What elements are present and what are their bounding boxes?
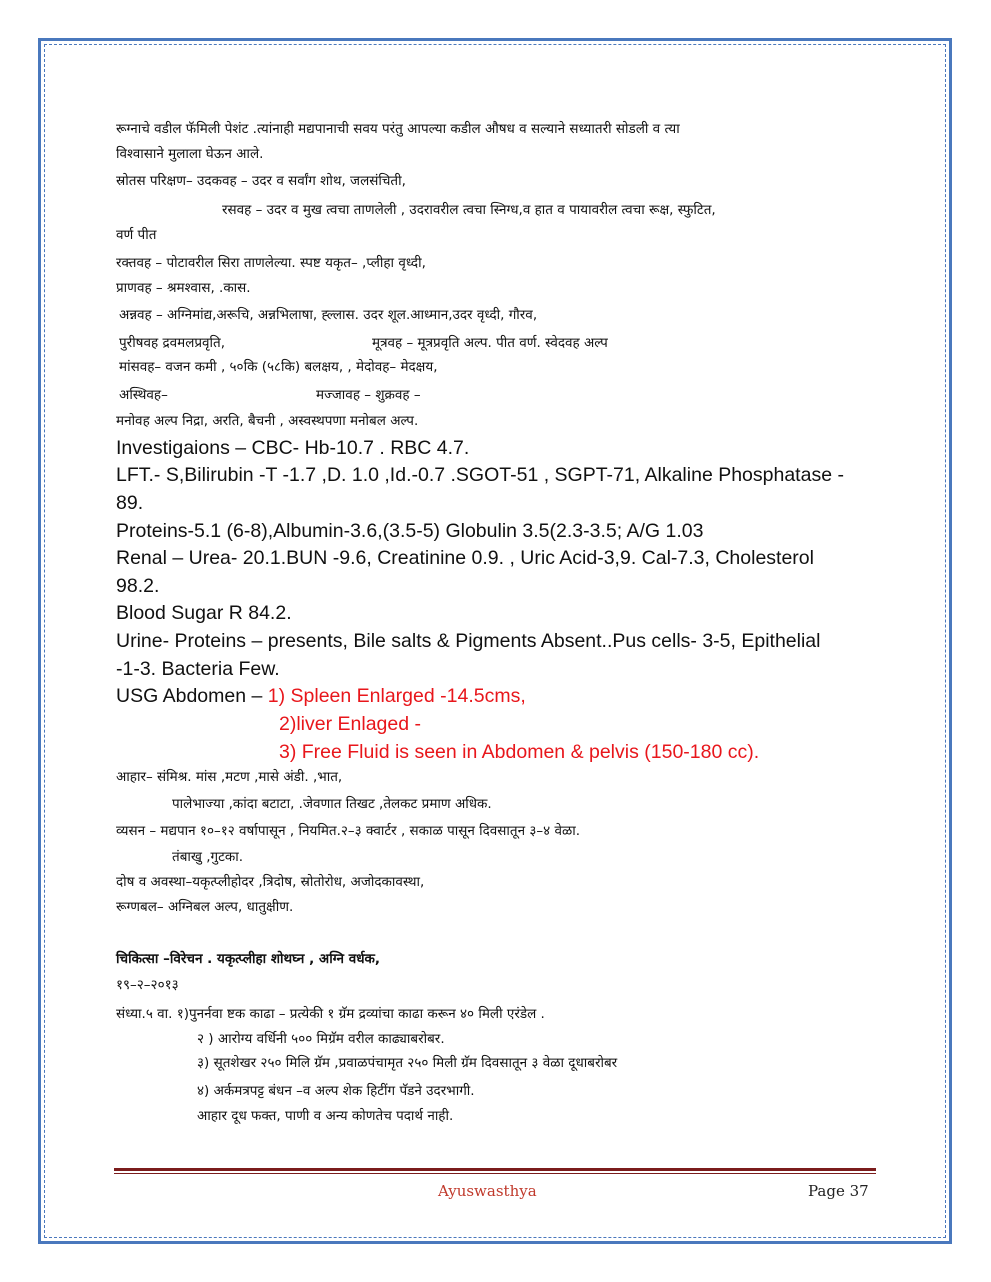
investigation-urine: Urine- Proteins – presents, Bile salts & Pigments Absent..Pus cells- 3-5, Epithelial: [116, 630, 821, 652]
investigation-blood-sugar: Blood Sugar R 84.2.: [116, 602, 292, 624]
srotas-udakavaha: स्रोतस परिक्षण– उदकवह – उदर व सर्वांग शोथ, जलसंचिती,: [116, 173, 406, 189]
addiction-line-1: व्यसन – मद्यपान १०–१२ वर्षापासून , नियमित.२–३ क्वार्टर , सकाळ पासून दिवसातून ३–४ वेळा.: [116, 823, 581, 839]
srotas-rasavaha: रसवह – उदर व मुख त्वचा ताणलेली , उदरावरील त्वचा स्निग्ध,व हात व पायावरील त्वचा रूक्ष, स्फुटित,: [222, 202, 716, 218]
investigation-lft: LFT.- S,Bilirubin -T -1.7 ,D. 1.0 ,Id.-0.7 .SGOT-51 , SGPT-71, Alkaline Phosphatase -: [116, 464, 844, 486]
page-number: Page 37: [808, 1182, 869, 1200]
investigation-lft-cont: 89.: [116, 492, 144, 514]
srotas-pranavaha: प्राणवह – श्रमश्वास, .कास.: [116, 280, 251, 296]
investigation-urine-cont: -1-3. Bacteria Few.: [116, 658, 280, 680]
srotas-purishavaha: पुरीषवह द्रवमलप्रवृति,: [119, 335, 226, 351]
treatment-heading: चिकित्सा –विरेचन . यकृत्प्लीहा शोथघ्न , अग्नि वर्धक,: [116, 951, 381, 967]
treatment-item-1: संध्या.५ वा. १)पुनर्नवा ष्टक काढा – प्रत्येकी १ ग्रॅम द्रव्यांचा काढा करून ४० मिली एरंडेल .: [116, 1006, 545, 1022]
addiction-line-2: तंबाखु ,गुटका.: [172, 849, 244, 865]
investigation-proteins: Proteins-5.1 (6-8),Albumin-3.6,(3.5-5) Globulin 3.5(2.3-3.5; A/G 1.03: [116, 520, 704, 542]
srotas-mutravaha: मूत्रवह – मूत्रप्रवृति अल्प. पीत वर्ण. स्वेदवह अल्प: [372, 335, 608, 351]
srotas-mamsavaha: मांसवह– वजन कमी , ५०कि (५८कि) बलक्षय, , मेदोवह– मेदक्षय,: [119, 359, 438, 375]
diet-line-1: आहार– संमिश्र. मांस ,मटण ,मासे अंडी. ,भात,: [116, 769, 343, 785]
rugna-bala: रूग्णबल– अग्निबल अल्प, धातुक्षीण.: [116, 899, 294, 915]
treatment-item-3: ३) सूतशेखर २५० मिलि ग्रॅम ,प्रवाळपंचामृत २५० मिली ग्रॅम दिवसातून ३ वेळा दूधाबरोबर: [197, 1055, 618, 1071]
investigation-renal: Renal – Urea- 20.1.BUN -9.6, Creatinine 0.9. , Uric Acid-3,9. Cal-7.3, Cholesterol: [116, 547, 814, 569]
dosha-avastha: दोष व अवस्था–यकृत्प्लीहोदर ,त्रिदोष, स्रोतोरोध, अजोदकावस्था,: [116, 874, 425, 890]
footer-brand: Ayuswasthya: [438, 1182, 537, 1200]
treatment-item-2: २ ) आरोग्य वर्धिनी ५०० मिग्रॅम वरील काढ्याबरोबर.: [197, 1031, 445, 1047]
usg-finding-1: 1) Spleen Enlarged -14.5cms,: [267, 685, 526, 707]
footer-rule: [114, 1168, 876, 1171]
treatment-item-4: ४) अर्कमत्रपट्ट बंधन –व अल्प शेक हिटींग पॅडने उदरभागी.: [197, 1083, 475, 1099]
usg-finding-3: 3) Free Fluid is seen in Abdomen & pelvis (150-180 cc).: [279, 741, 760, 763]
usg-abdomen-line: [116, 683, 526, 710]
srotas-majjavaha: मज्जावह – शुक्रवह –: [316, 387, 421, 403]
history-line-1: रूग्नाचे वडील फॅमिली पेशंट .त्यांनाही मद्यपानाची सवय परंतु आपल्या कडील औषध व सल्याने सध्यातरी सोडली व त्या: [116, 121, 680, 137]
history-line-2: विश्वासाने मुलाला घेऊन आले.: [116, 146, 264, 162]
srotas-asthivaha: अस्थिवह–: [119, 387, 168, 403]
srotas-rasavaha-cont: वर्ण पीत: [116, 227, 157, 243]
treatment-diet: आहार दूध फक्त, पाणी व अन्य कोणतेच पदार्थ नाही.: [197, 1108, 454, 1124]
investigation-renal-cont: 98.2.: [116, 575, 160, 597]
srotas-raktavaha: रक्तवह – पोटावरील सिरा ताणलेल्या. स्पष्ट यकृत– ,प्लीहा वृध्दी,: [116, 255, 426, 271]
diet-line-2: पालेभाज्या ,कांदा बटाटा, .जेवणात तिखट ,तेलकट प्रमाण अधिक.: [172, 796, 492, 812]
usg-label: USG Abdomen –: [116, 685, 268, 707]
srotas-annavaha: अन्नवह – अग्निमांद्य,अरूचि, अन्नभिलाषा, ह्ल्लास. उदर शूल.आध्मान,उदर वृध्दी, गौरव,: [119, 307, 538, 323]
treatment-date: १९–२–२०१३: [116, 977, 179, 993]
investigation-cbc: Investigaions – CBC- Hb-10.7 . RBC 4.7.: [116, 437, 470, 459]
footer-rule-thin: [114, 1173, 876, 1174]
usg-finding-2: 2)liver Enlaged -: [279, 713, 421, 735]
srotas-manovaha: मनोवह अल्प निद्रा, अरति, बैचनी , अस्वस्थपणा मनोबल अल्प.: [116, 413, 419, 429]
